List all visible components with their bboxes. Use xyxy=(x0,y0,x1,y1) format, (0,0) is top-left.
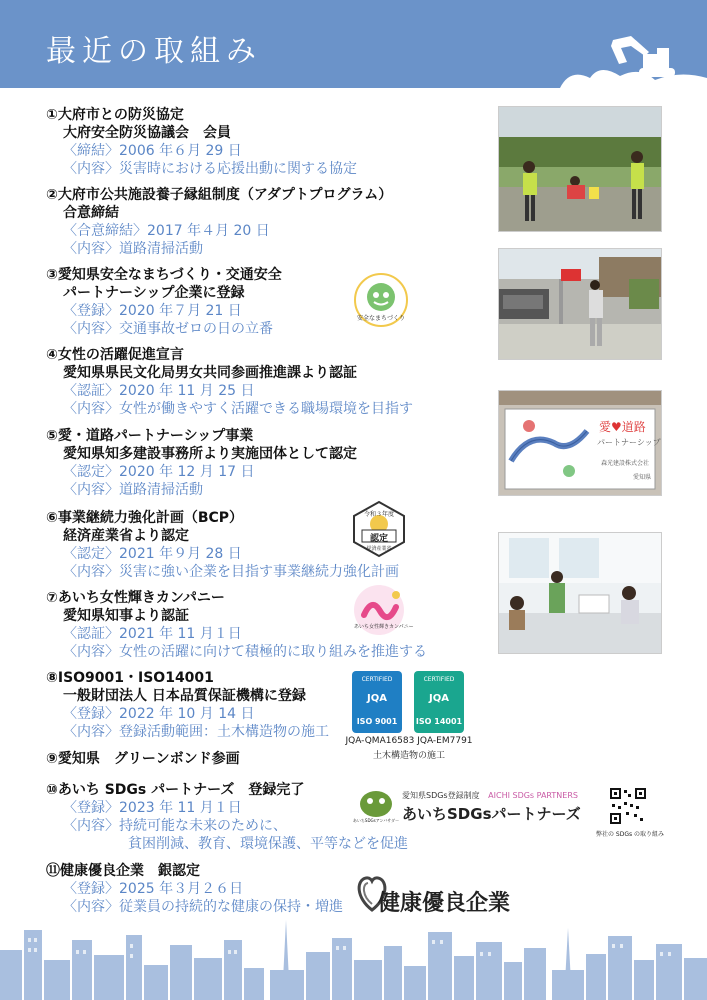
item-heading: ③愛知県安全なまちづくり・交通安全 xyxy=(46,267,282,283)
item-subheading: 経済産業省より認定 xyxy=(63,528,189,544)
item-date: 〈登録〉2023 年 11 月１日 xyxy=(63,800,242,816)
sign-region: 愛知県 xyxy=(633,474,652,481)
item-heading: ①大府市との防災協定 xyxy=(46,107,184,123)
item-date: 〈認定〉2020 年 12 月 17 日 xyxy=(63,464,255,480)
item-date: 〈認定〉2021 年９月 28 日 xyxy=(63,546,242,562)
item-date: 〈登録〉2022 年 10 月 14 日 xyxy=(63,706,255,722)
safety-town-logo xyxy=(354,273,408,327)
item-3 xyxy=(46,266,486,338)
item-content: 〈内容〉道路清掃活動 xyxy=(63,482,203,498)
photo-office xyxy=(498,532,662,654)
item-heading: ⑥事業継続力強化計画（BCP） xyxy=(46,510,244,526)
item-content: 〈内容〉災害時における応援出動に関する協定 xyxy=(63,161,357,177)
women-logo-caption: あいち女性輝きカンパニー xyxy=(354,624,414,630)
bcp-logo-top: 令和３年度 xyxy=(363,511,394,518)
iso14001-mid: JQA xyxy=(429,693,449,704)
item-content: 〈内容〉道路清掃活動 xyxy=(63,241,203,257)
item-content: 〈内容〉持続可能な未来のために、 xyxy=(63,818,287,834)
page-title: 最近の取組み xyxy=(46,34,262,69)
item-date: 〈締結〉2006 年６月 29 日 xyxy=(63,143,242,159)
item-7 xyxy=(46,589,486,661)
iso9001-top: CERTIFIED xyxy=(361,676,393,683)
photo-traffic-safety xyxy=(498,248,662,360)
item-subheading: 愛知県県民文化局男女共同参画推進課より認証 xyxy=(63,365,357,381)
item-heading: ④女性の活躍促進宣言 xyxy=(46,347,184,363)
bcp-certification-logo xyxy=(350,500,408,558)
item-subheading: 大府安全防災協議会 会員 xyxy=(63,125,231,141)
sign-company: 森光建設株式会社 xyxy=(601,460,650,467)
item-content: 〈内容〉交通事故ゼロの日の立番 xyxy=(63,321,273,337)
sdgs-qr-code xyxy=(608,786,648,826)
item-6 xyxy=(46,509,486,581)
item-heading: ⑧ISO9001・ISO14001 xyxy=(46,670,214,686)
item-content: 〈内容〉災害に強い企業を目指す事業継続力強化計画 xyxy=(63,564,399,580)
kenko-text: 健康優良企業 xyxy=(378,891,511,916)
item-content: 〈内容〉女性の活躍に向けて積極的に取り組みを推進する xyxy=(63,644,427,660)
sign-title: 愛♥道路 xyxy=(599,420,646,434)
women-company-logo xyxy=(354,585,414,635)
item-content: 〈内容〉女性が働きやすく活躍できる職場環境を目指す xyxy=(63,401,413,417)
sdgs-mascot-caption: あいちSDGsアンバサダー xyxy=(352,818,400,823)
photo-road-partnership-sign xyxy=(498,390,662,496)
item-subheading: 愛知県知事より認証 xyxy=(63,608,189,624)
excavator-icon xyxy=(609,34,679,80)
iso14001-name: ISO 14001 xyxy=(415,717,463,726)
sdgs-mascot-logo xyxy=(354,786,398,826)
item-content: 〈内容〉登録活動範囲：土木構造物の施工 xyxy=(63,724,329,740)
sign-subtitle: パートナーシップ xyxy=(597,438,661,447)
iso14001-top: CERTIFIED xyxy=(423,676,455,683)
item-2 xyxy=(46,186,486,258)
item-5 xyxy=(46,427,486,499)
item-4 xyxy=(46,346,486,418)
bcp-logo-mid: 認定 xyxy=(369,534,388,544)
item-date: 〈認証〉2020 年 11 月 25 日 xyxy=(63,383,255,399)
item-heading: ⑨愛知県 グリーンボンド参画 xyxy=(46,751,240,767)
iso9001-mid: JQA xyxy=(367,693,387,704)
iso9001-name: ISO 9001 xyxy=(356,717,398,726)
item-content: 〈内容〉従業員の持続的な健康の保持・増進 xyxy=(63,899,343,915)
item-date: 〈認証〉2021 年 11 月１日 xyxy=(63,626,242,642)
item-date: 〈登録〉2020 年７月 21 日 xyxy=(63,303,242,319)
item-subheading: パートナーシップ企業に登録 xyxy=(63,285,245,301)
item-subheading: 一般財団法人 日本品質保証機構に登録 xyxy=(63,688,306,704)
header-clouds xyxy=(0,58,707,88)
item-heading: ②大府市公共施設養子縁組制度（アダプトプログラム） xyxy=(46,187,393,203)
sdgs-partners-logo xyxy=(402,790,602,824)
item-heading: ⑩あいち SDGs パートナーズ 登録完了 xyxy=(46,782,305,798)
iso14001-logo xyxy=(414,671,464,733)
sdgs-en-text: AICHI SDGs PARTNERS xyxy=(488,791,578,800)
footer-skyline xyxy=(0,910,707,1000)
item-subheading: 合意締結 xyxy=(63,205,119,221)
safety-logo-caption: 安全なまちづくり xyxy=(357,315,405,322)
iso9001-logo xyxy=(352,671,402,733)
bcp-logo-bottom: 経済産業省 xyxy=(366,546,392,552)
iso-codes: JQA-QMA16583 JQA-EM7791 xyxy=(345,736,473,746)
item-date: 〈登録〉2025 年３月２６日 xyxy=(63,881,244,897)
item-1 xyxy=(46,106,486,178)
sdgs-small-text: 愛知県SDGs登録制度 xyxy=(402,791,480,800)
item-content-continued: 貧困削減、教育、環境保護、平等などを促進 xyxy=(128,836,408,852)
item-heading: ⑪健康優良企業 銀認定 xyxy=(46,863,200,879)
item-heading: ⑦あいち女性輝きカンパニー xyxy=(46,590,225,606)
item-subheading: 愛知県知多建設事務所より実施団体として認定 xyxy=(63,446,357,462)
item-heading: ⑤愛・道路パートナーシップ事業 xyxy=(46,428,254,444)
header-banner xyxy=(0,0,707,88)
qr-caption: 弊社の SDGs の取り組み xyxy=(596,831,665,838)
sdgs-big-text: あいちSDGsパートナーズ xyxy=(402,805,581,823)
photo-road-cleaning xyxy=(498,106,662,232)
item-date: 〈合意締結〉2017 年４月 20 日 xyxy=(63,223,270,239)
iso-scope: 土木構造物の施工 xyxy=(372,751,445,761)
